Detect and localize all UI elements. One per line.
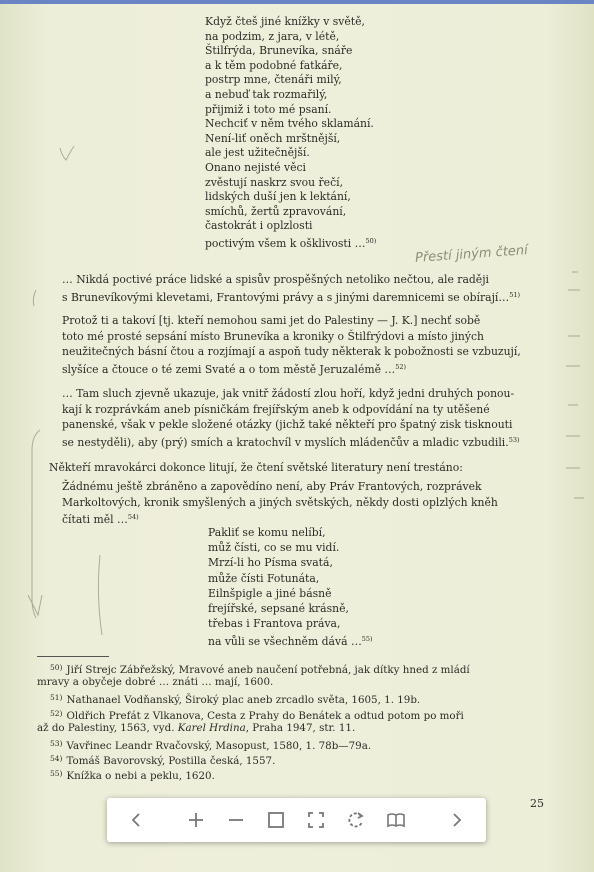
poem-line-text: třebas i Frantova práva,	[208, 617, 341, 631]
footnote-ref: 50)	[365, 237, 377, 245]
rotate-button[interactable]	[336, 798, 376, 842]
footnote-text: až do Palestiny, 1563, vyd.	[37, 721, 178, 734]
paragraph-line-text: neužitečných básní čtou a rozjímají a aspoň tudy některak k pobožnosti se vzbuzují,	[62, 345, 521, 358]
footnote-continued: mravy a obyčeje dobré … znáti … mají, 1600.	[37, 676, 274, 689]
poem-line-text: Mrzí-li ho Písma svatá,	[208, 556, 333, 570]
book-view-icon	[386, 810, 406, 830]
poem-line: postrp mne, čtenáři milý,	[205, 73, 342, 87]
poem-line: a k těm podobné fatkáře,	[205, 58, 343, 72]
poem-line: smíchů, žertů zpravování,	[205, 204, 347, 218]
poem-line-text: poctivým všem k ošklivosti …	[205, 237, 366, 250]
footnote-ref: 54)	[127, 513, 139, 521]
poem-line-text: Eilnšpigle a jiné básně	[208, 586, 332, 600]
paragraph-line-text: panenské, však v pekle složené otázky (jichž také někteří pro špatný zisk tisknouti	[62, 418, 513, 431]
poem-line: ale jest užitečnější.	[205, 146, 310, 160]
footnote-number: 52)	[50, 708, 63, 718]
fit-page-button[interactable]	[256, 798, 296, 842]
poem-line: Onano nejisté věci	[205, 161, 306, 174]
fullscreen-icon	[306, 810, 326, 830]
footnote-ref: 55)	[361, 635, 373, 644]
handwritten-note: Přestí jiným čtení	[414, 243, 529, 266]
poem-line-text: můž čísti, co se mu vidí.	[208, 541, 340, 555]
fullscreen-button[interactable]	[296, 798, 336, 842]
paragraph-line-text: se nestyděli), aby (prý) smích a kratochvíl v myslích mládenčův a mladic vzbudili.	[62, 435, 509, 449]
poem-line: zvěstují naskrz svou řečí,	[205, 175, 344, 189]
previous-page-button[interactable]	[117, 798, 157, 842]
paragraph-line-text: … Tam sluch zjevně ukazuje, jak vnitř žádostí zlou hoří, když jedni druhých ponou-	[62, 387, 515, 400]
poem-line: a nebuď tak rozmařilý,	[205, 88, 328, 101]
chevron-left-icon	[127, 810, 147, 830]
editor-name: Karel Hrdina	[177, 721, 246, 734]
poem-line-text: Pakliť se komu nelíbí,	[208, 526, 326, 539]
footnote-number: 53)	[50, 739, 63, 748]
paragraph-line-text: kají k rozprávkám aneb písničkám frejířským aneb k odpovídání na ty utěšené	[62, 402, 490, 416]
paragraph-line-text: Protož ti a takoví [tj. kteří nemohou sami jet do Palestiny — J. K.] nechť sobě	[62, 314, 481, 327]
footnote-ref: 53)	[508, 435, 520, 444]
footnote-ref: 51)	[509, 290, 520, 299]
chevron-right-icon	[446, 810, 466, 830]
zoom-in-button[interactable]	[176, 798, 216, 842]
footnote-text: Tomáš Bavorovský, Postilla česká, 1557.	[66, 755, 276, 768]
next-page-button[interactable]	[436, 798, 476, 842]
paragraph-line-text: čítati měl …	[62, 513, 128, 526]
poem-line-text: frejířské, sepsané krásně,	[208, 602, 349, 615]
footnote-text: Vavřinec Leandr Rvačovský, Masopust, 1580, 1. 78b—79a.	[66, 740, 372, 752]
poem-line-text: na vůli se všechněm dává …	[208, 635, 362, 649]
book-view-button[interactable]	[376, 798, 416, 842]
footnote-text: Nathanael Vodňanský, Široký plac aneb zrcadlo světa, 1605, 1. 19b.	[66, 694, 421, 707]
footnote-number: 54)	[50, 754, 63, 764]
rotate-icon	[346, 810, 366, 830]
paragraph-line-text: slyšíce a čtouce o té zemi Svaté a o tom městě Jeruzalémě …	[62, 362, 396, 376]
viewer-toolbar	[107, 798, 486, 842]
zoom-out-button[interactable]	[216, 798, 256, 842]
footnote-text: Knížka o nebi a peklu, 1620.	[66, 770, 215, 783]
poem-line: Není-liť oněch mrštnější,	[205, 131, 341, 145]
paragraph-line-text: Žádnému ještě zbráněno a zapovědíno není, aby Práv Frantových, rozprávek	[62, 480, 482, 493]
page-number: 25	[530, 797, 544, 810]
footnote-number: 50)	[50, 663, 63, 672]
poem-line-text: může čísti Fotunáta,	[208, 571, 320, 585]
footnote-text: , Praha 1947, str. 11.	[245, 721, 356, 734]
poem-line: přijmiž i toto mé psaní.	[205, 102, 332, 116]
footnote-number: 51)	[50, 693, 63, 703]
poem-line: Když čteš jiné knížky v světě,	[205, 15, 365, 28]
zoom-in-icon	[186, 810, 206, 830]
zoom-out-icon	[226, 810, 246, 830]
paragraph-line-text: s Brunevíkovými klevetami, Frantovými právy a s jinými daremnicemi se obírají…	[62, 290, 510, 304]
paragraph-line-text: … Nikdá poctivé práce lidské a spisův prospěšných netoliko nečtou, ale raději	[62, 273, 489, 286]
paragraph-line-text: toto mé prosté sepsání místo Brunevíka a kroniky o Štilfrýdovi a místo jiných	[62, 329, 484, 343]
footnote-text: Jiří Strejc Zábřežský, Mravové aneb naučení potřebná, jak dítky hned z mládí	[66, 664, 470, 676]
poem-line: Štilfrýda, Brunevíka, snáře	[205, 44, 353, 58]
poem-line: lidských duší jen k lektání,	[205, 190, 351, 204]
footnote-number: 55)	[50, 769, 63, 779]
footnote-text: Oldřich Prefát z Vlkanova, Cesta z Prahy do Benátek a odtud potom po moři	[66, 709, 464, 722]
paragraph-line-text: Markoltových, kronik smyšlených a jiných světských, někdy dosti oplzlých kněh	[62, 495, 498, 509]
poem-line: Nechciť v něm tvého sklamání.	[205, 117, 374, 131]
fit-page-icon	[266, 810, 286, 830]
poem-line: častokrát i oplzlosti	[205, 219, 313, 233]
footnote-ref: 52)	[395, 362, 407, 371]
poem-line: na podzim, z jara, v létě,	[205, 29, 340, 43]
paragraph-4-text: Někteří mravokárci dokonce litují, že čtení světské literatury není trestáno:	[49, 461, 463, 474]
